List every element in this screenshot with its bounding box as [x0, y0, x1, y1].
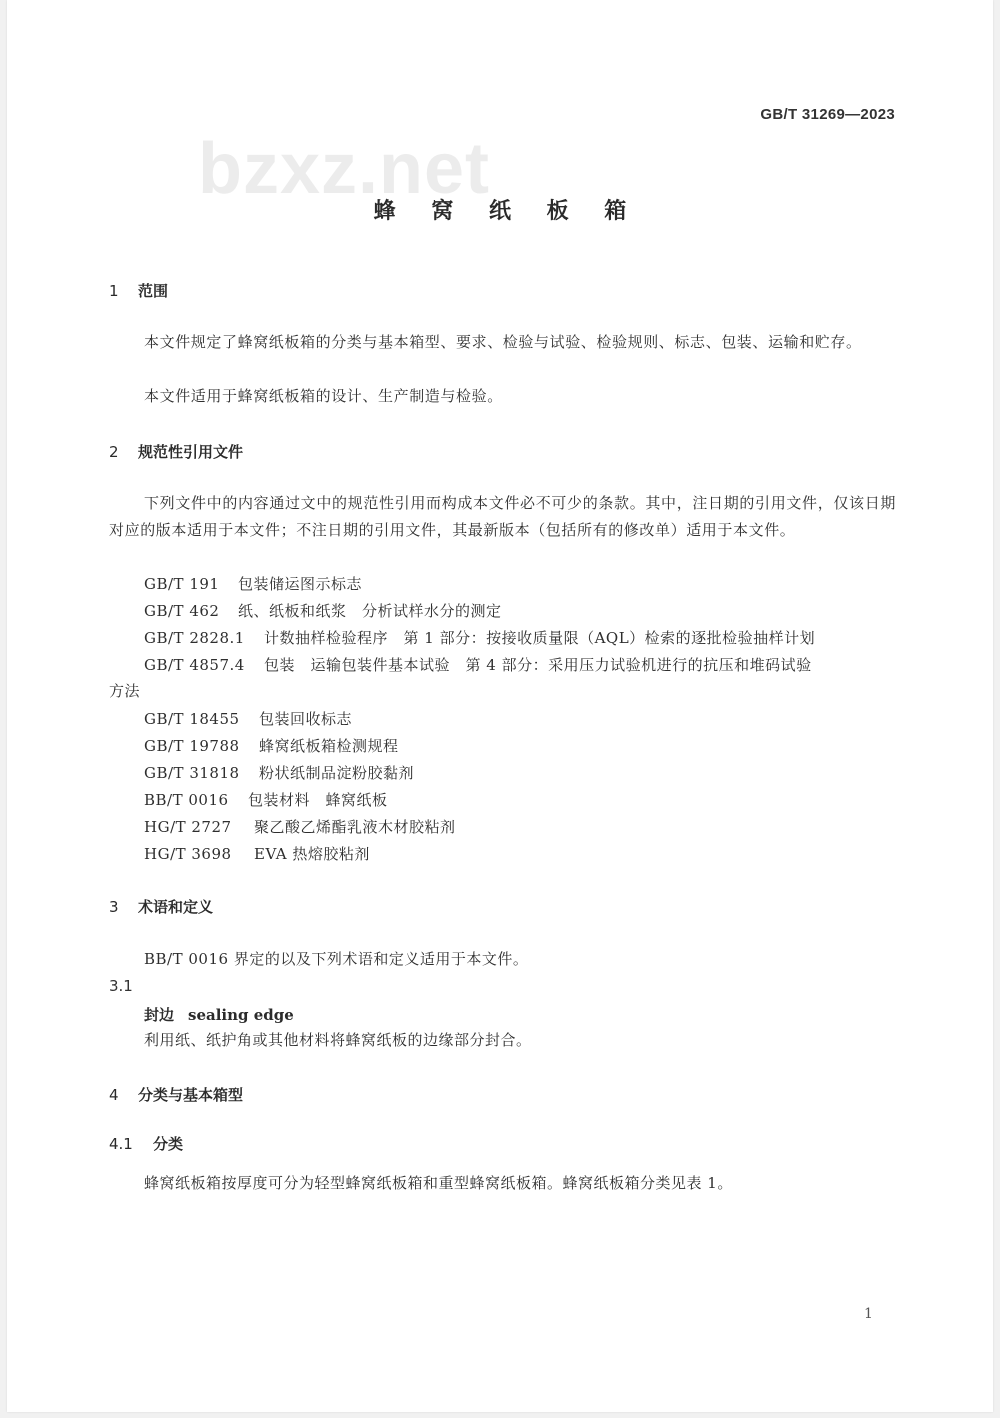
reference-title: 包装回收标志: [259, 710, 353, 728]
section-2-intro: 下列文件中的内容通过文中的规范性引用而构成本文件必不可少的条款。其中，注日期的引用文件，仅该日期对应的版本适用于本文件；不注日期的引用文件，其最新版本（包括所有的修改单）适用于本文件。: [109, 494, 896, 539]
reference-code: HG/T 2727: [144, 818, 232, 836]
section-number: 3: [109, 898, 119, 916]
reference-title-continuation: 方法: [109, 682, 141, 700]
reference-title: 包装 运输包装件基本试验 第 4 部分：采用压力试验机进行的抗压和堆码试验: [264, 656, 812, 674]
reference-title: 聚乙酸乙烯酯乳液木材胶粘剂: [254, 818, 456, 836]
section-2-heading: [109, 441, 243, 462]
section-title: 分类与基本箱型: [138, 1086, 244, 1104]
reference-title: 计数抽样检验程序 第 1 部分：按接收质量限（AQL）检索的逐批检验抽样计划: [264, 629, 816, 647]
term-definition: 利用纸、纸护角或其他材料将蜂窝纸板的边缘部分封合。: [144, 1031, 532, 1049]
subsection-title: 分类: [153, 1135, 184, 1153]
page-number: 1: [864, 1306, 873, 1322]
section-number: 1: [109, 282, 119, 300]
reference-code: GB/T 191: [144, 575, 220, 593]
standard-code: GB/T 31269—2023: [760, 106, 895, 123]
reference-item: [144, 762, 414, 783]
reference-title: 粉状纸制品淀粉胶黏剂: [259, 764, 415, 782]
reference-title: 包装储运图示标志: [238, 575, 363, 593]
section-4-heading: [109, 1084, 243, 1105]
section-1-paragraph-2: 本文件适用于蜂窝纸板箱的设计、生产制造与检验。: [144, 387, 503, 405]
reference-item: [144, 627, 815, 648]
reference-item: [144, 654, 812, 675]
reference-title: EVA 热熔胶粘剂: [254, 845, 370, 863]
section-title: 范围: [138, 282, 169, 300]
section-title: 术语和定义: [138, 898, 214, 916]
reference-code: GB/T 4857.4: [144, 656, 245, 674]
reference-code: GB/T 19788: [144, 737, 240, 755]
subsection-4-1-heading: [109, 1133, 183, 1154]
section-1-heading: [109, 280, 168, 301]
section-3-heading: [109, 896, 213, 917]
reference-title: 蜂窝纸板箱检测规程: [259, 737, 399, 755]
term-number: 3.1: [109, 977, 133, 995]
reference-item: [144, 708, 352, 729]
reference-item: [144, 789, 388, 810]
reference-item: [144, 843, 370, 864]
reference-item: [144, 600, 502, 621]
reference-code: HG/T 3698: [144, 845, 232, 863]
reference-title: 纸、纸板和纸浆 分析试样水分的测定: [238, 602, 502, 620]
reference-code: GB/T 18455: [144, 710, 240, 728]
section-number: 2: [109, 443, 119, 461]
term-english: sealing edge: [188, 1006, 294, 1024]
reference-item: [144, 816, 456, 837]
reference-code: GB/T 462: [144, 602, 220, 620]
section-number: 4: [109, 1086, 119, 1104]
section-1-paragraph-1: 本文件规定了蜂窝纸板箱的分类与基本箱型、要求、检验与试验、检验规则、标志、包装、运输和贮存。: [144, 333, 862, 351]
section-title: 规范性引用文件: [138, 443, 244, 461]
document-title: 蜂 窝 纸 板 箱: [373, 199, 641, 224]
reference-title: 包装材料 蜂窝纸板: [248, 791, 388, 809]
reference-code: GB/T 31818: [144, 764, 240, 782]
reference-code: GB/T 2828.1: [144, 629, 245, 647]
term-chinese: 封边: [144, 1006, 175, 1024]
subsection-number: 4.1: [109, 1135, 133, 1153]
subsection-4-1-text: 蜂窝纸板箱按厚度可分为轻型蜂窝纸板箱和重型蜂窝纸板箱。蜂窝纸板箱分类见表 1。: [144, 1174, 733, 1192]
section-3-intro: BB/T 0016 界定的以及下列术语和定义适用于本文件。: [144, 950, 529, 968]
reference-item: [144, 573, 362, 594]
watermark: bzxz.net: [198, 129, 491, 209]
term-heading: [144, 1004, 294, 1025]
reference-code: BB/T 0016: [144, 791, 229, 809]
reference-item: [144, 735, 399, 756]
